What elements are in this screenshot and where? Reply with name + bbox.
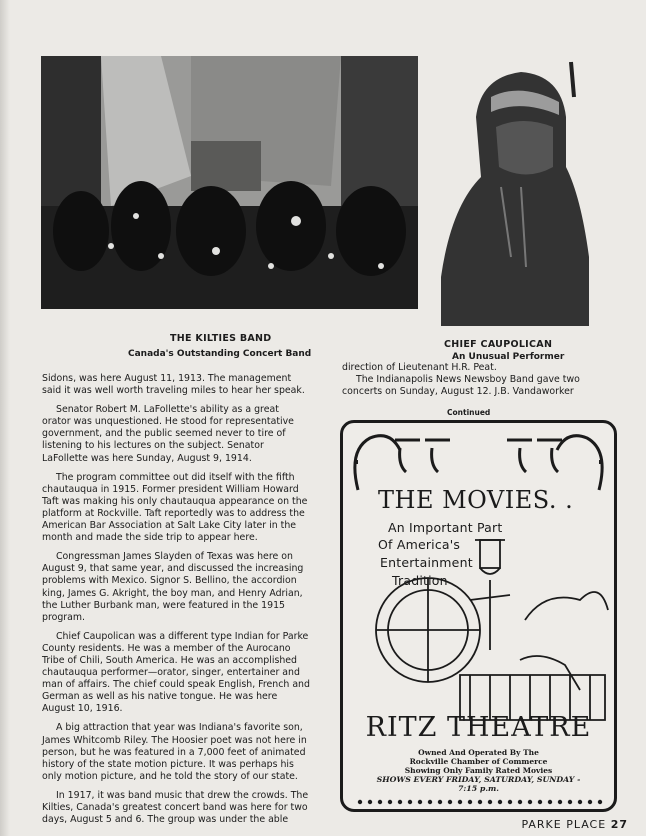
band-caption-subtitle: Canada's Outstanding Concert Band (128, 349, 312, 359)
chief-caupolican-photo (441, 57, 589, 326)
paragraph: A big attraction that year was Indiana's favorite son, James Whitcomb Riley. The Hoosier poet was not here in person, but he was featured in a 7,000 feet of animated history of the state motion picture. It was perhaps his only motion picture, and he told the story of our state. (42, 722, 307, 782)
chief-photo-graphic (441, 57, 589, 326)
paragraph: Congressman James Slayden of Texas was here on August 9, that same year, and discussed the increasing problems with Mexico. Signor S. Bellino, the accordion king, James G. Akright, the boy man, and Henry Adrian, the Luther Burbank man, were featured in the 1915 program. (42, 551, 304, 623)
ad-tagline-2: Of America's (378, 537, 461, 552)
ad-owned-line-2: Rockville Chamber of Commerce (409, 757, 548, 766)
paragraph: direction of Lieutenant H.R. Peat. (342, 362, 497, 373)
kilties-band-photo (41, 56, 418, 309)
magazine-name: PARKE PLACE (521, 818, 607, 831)
paragraph: Sidons, was here August 11, 1913. The management said it was well worth traveling miles to hear her speak. (42, 373, 305, 397)
page-number: 27 (610, 818, 628, 831)
ad-tagline-4: Tradition (392, 573, 448, 588)
ad-showtime-hour: 7:15 p.m. (458, 784, 499, 793)
page-edge (0, 0, 10, 836)
band-photo-graphic (41, 56, 418, 309)
ad-tagline-1: An Important Part (388, 520, 503, 535)
paragraph: Chief Caupolican was a different type Indian for Parke County residents. He was a member of the Aurocano Tribe of Chili, South America. He was an accomplished chautauqua performer—orator, singer, entertainer and man of affairs. The chief could speak English, French and German as well as his native tongue. He was here August 10, 1916. (42, 630, 310, 715)
chief-caption-title: CHIEF CAUPOLICAN (444, 339, 553, 350)
paragraph: In 1917, it was band music that drew the crowds. The Kilties, Canada's greatest concert band was here for two days, August 5 and 6. The group was under the able (42, 789, 309, 826)
ad-owned-line-1: Owned And Operated By The (418, 748, 539, 757)
ad-showtimes: SHOWS EVERY FRIDAY, SATURDAY, SUNDAY - (376, 775, 581, 784)
ritz-theatre-title: RITZ THEATRE (365, 712, 592, 743)
ad-owned-line-3: Showing Only Family Rated Movies (404, 766, 553, 775)
paragraph: The Indianapolis News Newsboy Band gave two concerts on Sunday, August 12. J.B. Vandaworker (342, 374, 580, 398)
chief-caption-subtitle: An Unusual Performer (452, 352, 565, 362)
article-right-column (342, 362, 617, 398)
ritz-theatre-ad (340, 420, 617, 812)
band-caption-title: THE KILTIES BAND (170, 333, 272, 344)
page-footer (521, 818, 628, 831)
ad-tagline-3: Entertainment (380, 555, 473, 570)
ad-headline: THE MOVIES. . (378, 486, 574, 514)
article-left-column (42, 373, 310, 833)
paragraph: Senator Robert M. LaFollette's ability as a great orator was unquestioned. He stood for representative government, and the public seemed never to tire of listening to his lectures on the subject. Senator LaFollette was here Sunday, August 9, 1914. (42, 404, 294, 464)
continued-label: Continued (447, 408, 491, 417)
paragraph: The program committee out did itself with the fifth chautauqua in 1915. Former president William Howard Taft was making his only chautauqua appearance on the platform at Rockville. Taft reportedly was to address the American Bar Association at Salt Lake City later in the month and made the side trip to appear here. (42, 471, 308, 544)
